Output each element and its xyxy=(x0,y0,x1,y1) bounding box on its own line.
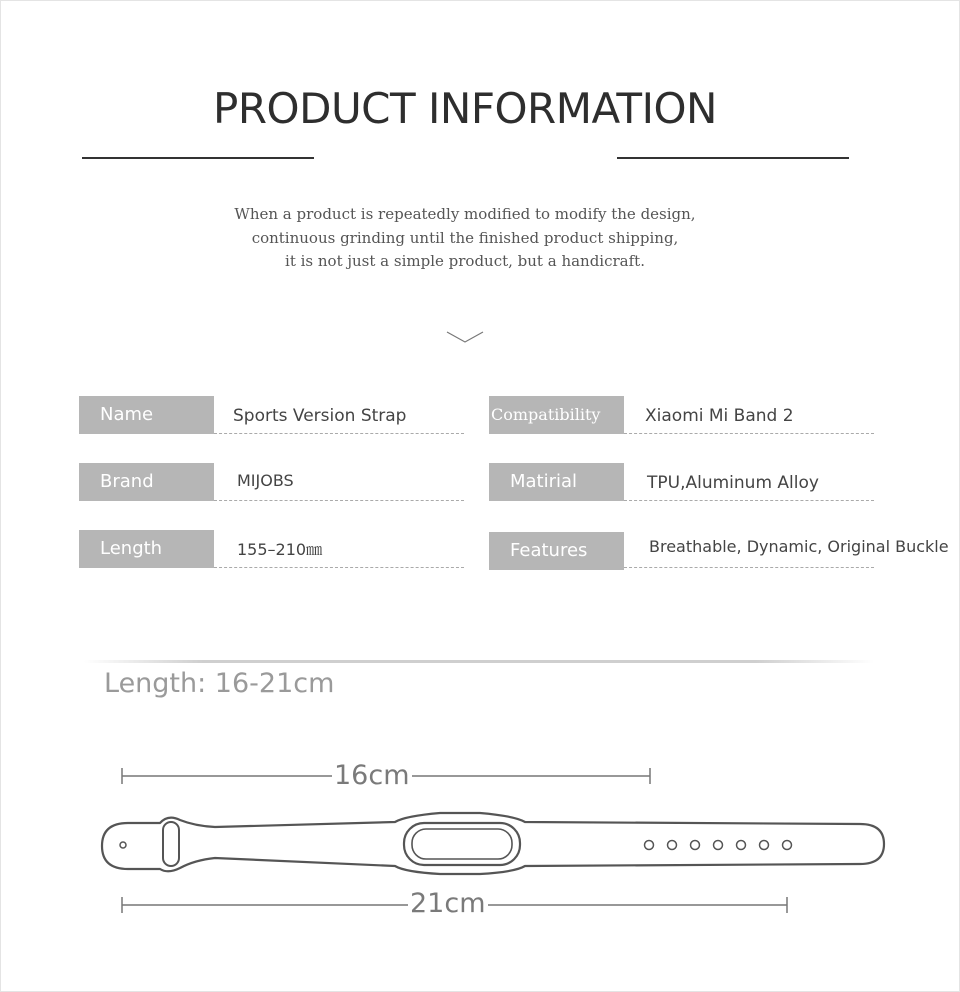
length-heading: Length: 16-21cm xyxy=(104,668,335,699)
spec-label-features: Features xyxy=(489,532,624,570)
intro-line: continuous grinding until the finished product shipping, xyxy=(251,228,679,247)
spec-value-length: 155–210㎜ xyxy=(214,530,464,568)
intro-line: it is not just a simple product, but a handicraft. xyxy=(285,252,645,270)
spec-label-length: Length xyxy=(79,530,214,568)
page-title: PRODUCT INFORMATION xyxy=(213,84,717,133)
spec-value-brand: MIJOBS xyxy=(214,463,464,501)
spec-value-name: Sports Version Strap xyxy=(214,396,464,434)
intro-text xyxy=(0,203,930,274)
spec-label-material: Matirial xyxy=(489,463,624,501)
dimension-label-21cm: 21cm xyxy=(410,888,486,919)
spec-label-name: Name xyxy=(79,396,214,434)
dimension-label-16cm: 16cm xyxy=(334,760,410,791)
spec-value-compatibility: Xiaomi Mi Band 2 xyxy=(624,396,874,434)
spec-label-brand: Brand xyxy=(79,463,214,501)
spec-value-material: TPU,Aluminum Alloy xyxy=(624,463,874,501)
spec-value-features: Breathable, Dynamic, Original Buckle xyxy=(624,530,874,568)
spec-label-compatibility: Compatibility xyxy=(489,396,624,434)
section-divider xyxy=(84,660,874,663)
chevron-down-icon xyxy=(446,330,484,344)
title-rule-right xyxy=(617,157,849,159)
intro-line: When a product is repeatedly modified to modify the design, xyxy=(234,205,696,223)
title-rule-left xyxy=(82,157,314,159)
